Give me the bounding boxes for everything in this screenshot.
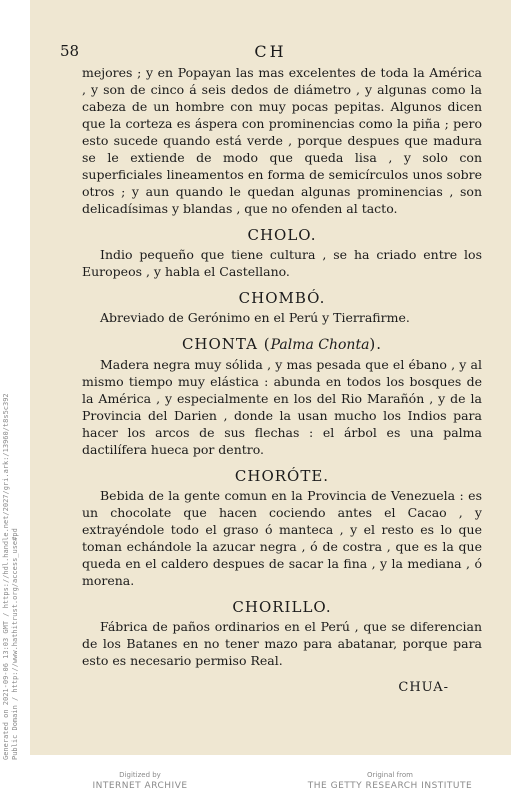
footer-original-source: THE GETTY RESEARCH INSTITUTE <box>307 781 473 791</box>
entry-title-text: CHOLO. <box>247 226 317 244</box>
page-body <box>82 64 482 669</box>
entry-title <box>82 468 482 485</box>
margin-stamp-line: Public Domain / http://www.hathitrust.org/access_use#pd <box>11 528 19 760</box>
entry-cholo <box>82 227 482 280</box>
margin-stamp-line: Generated on 2021-09-06 13:03 GMT / https://hdl.handle.net/2027/gri.ark:/13960/t8s5c392 <box>2 393 10 760</box>
intro-paragraph: mejores ; y en Popayan las mas excelentes de toda la América , y son de cinco á seis dedos de diámetro , y algunas como la cabeza de un hombre con muy pocas pepitas. Algunos dicen que la corteza es áspera con prominencias como la piña ; pero esto sucede quando está verde , porque despues que madura se le extiende de modo que queda lisa , y solo con superficiales lineamentos en forma de semicírculos unos sobre otros ; y aun quando le quedan algunas prominencias , son delicadísimas y blandas , que no ofenden al tacto. <box>82 65 482 216</box>
entry-text: Indio pequeño que tiene cultura , se ha criado entre los Europeos , y habla el Castellano. <box>82 247 482 279</box>
entry-chorillo <box>82 599 482 669</box>
entry-text: Madera negra muy sólida , y mas pesada que el ébano , y al mismo tiempo muy elástica : abunda en todos los bosques de la América , y especialmente en los del Rio Marañón , y de la Provincia del Darien , donde la usan mucho los Indios para hacer los arcos de sus flechas : el árbol es una palma dactilífera hueca por dentro. <box>82 357 482 457</box>
margin-stamp <box>2 380 28 760</box>
catchword: CHUA- <box>398 680 449 695</box>
entry-chombo <box>82 290 482 326</box>
book-page <box>30 0 511 755</box>
entry-title-after: ). <box>369 335 383 353</box>
entry-title-italic: Palma Chonta <box>270 337 370 353</box>
footer <box>0 762 511 800</box>
entry-title-text: CHOMBÓ. <box>238 289 326 307</box>
entry-title <box>82 336 482 354</box>
entry-chonta <box>82 336 482 458</box>
footer-digitized-label: Digitized by <box>119 771 161 779</box>
entry-title-text: CHONTA ( <box>181 335 271 353</box>
entry-title <box>82 227 482 244</box>
entry-text: Bebida de la gente comun en la Provincia de Venezuela : es un chocolate que hacen cociendo antes el Cacao , y extrayéndole todo el graso ó manteca , y el resto es lo que toman echándole la azucar negra , ó de costra , que es la que queda en el caldero despues de sacar la fina , y la mediana , ó morena. <box>82 488 482 588</box>
page-header <box>30 42 511 64</box>
footer-original-label: Original from <box>367 771 413 779</box>
footer-original <box>300 770 480 792</box>
footer-digitized-source: INTERNET ARCHIVE <box>92 781 188 791</box>
entry-chorote <box>82 468 482 589</box>
page-number: 58 <box>60 42 80 60</box>
running-head: CH <box>254 42 287 61</box>
entry-title <box>82 599 482 616</box>
entry-text: Fábrica de paños ordinarios en el Perú , que se diferencian de los Batanes en no tener mazo para abatanar, porque para esto es necesario permiso Real. <box>82 619 482 668</box>
entry-title-text: CHORÓTE. <box>234 467 330 485</box>
entry-title-text: CHORILLO. <box>232 598 332 616</box>
footer-digitized <box>80 770 200 792</box>
entry-text: Abreviado de Gerónimo en el Perú y Tierrafirme. <box>100 310 410 325</box>
entry-title <box>82 290 482 307</box>
